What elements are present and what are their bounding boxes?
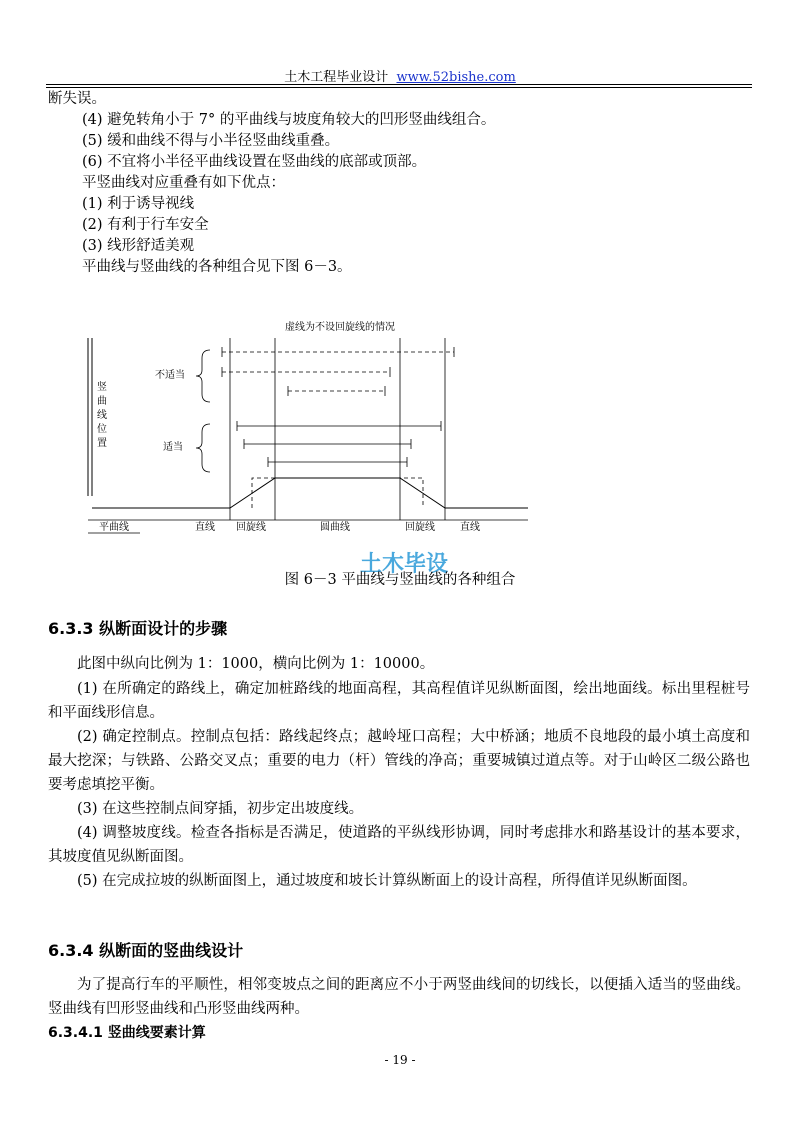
brace-suitable: [196, 424, 210, 472]
paragraph-step-5: (5) 在完成拉坡的纵断面图上，通过坡度和坡长计算纵断面上的设计高程，所得值详见纵断面图。: [77, 873, 697, 889]
figure-caption: 图 6－3 平曲线与竖曲线的各种组合: [284, 572, 516, 588]
unsuitable-cases: [222, 347, 454, 396]
flat-curve-with-spiral: [92, 478, 528, 508]
paragraph-vertical-curve-intro: 为了提高行车的平顺性，相邻变坡点之间的距离应不小于两竖曲线间的切线长，以便插入适当的竖曲线。竖曲线有凹形竖曲线和凸形竖曲线两种。: [48, 977, 750, 1017]
text-line-continuation: 断失误。: [48, 91, 106, 107]
side-label-char: 线: [97, 410, 107, 421]
paragraph-step-4: (4) 调整坡度线。检查各指标是否满足，使道路的平纵线形协调，同时考虑排水和路基设计的基本要求，其坡度值见纵断面图。: [48, 825, 750, 865]
side-label-char: 置: [97, 438, 107, 449]
list-item-5: (5) 缓和曲线不得与小半径竖曲线重叠。: [82, 133, 340, 149]
bottom-label-spiral: 回旋线: [236, 522, 266, 533]
header-rule-bottom: [46, 87, 752, 88]
advantages-title: 平竖曲线对应重叠有如下优点：: [82, 175, 285, 191]
page-header: [0, 66, 800, 85]
label-suitable: 适当: [163, 442, 183, 453]
subsection-title-6341: 6.3.4.1 竖曲线要素计算: [48, 1025, 206, 1041]
brace-unsuitable: [196, 350, 210, 402]
header-title: 土木工程毕业设计: [284, 70, 389, 85]
figure-reference: 平曲线与竖曲线的各种组合见下图 6－3。: [82, 259, 352, 275]
bottom-label-flat-curve: 平曲线: [99, 522, 129, 533]
side-label-char: 曲: [97, 396, 107, 407]
page-number: - 19 -: [384, 1053, 416, 1067]
label-unsuitable: 不适当: [155, 370, 185, 381]
list-item-6: (6) 不宜将小半径平曲线设置在竖曲线的底部或顶部。: [82, 154, 427, 170]
advantage-2: (2) 有利于行车安全: [82, 217, 209, 233]
bottom-label-straight: 直线: [460, 522, 480, 533]
side-label-char: 竖: [97, 382, 107, 393]
bottom-label-spiral: 回旋线: [405, 522, 435, 533]
watermark-text: 土木毕设: [360, 552, 449, 577]
suitable-cases: [237, 421, 441, 467]
section-title-633: 6.3.3 纵断面设计的步骤: [48, 619, 228, 638]
paragraph-scale: 此图中纵向比例为 1：1000，横向比例为 1：10000。: [77, 656, 435, 672]
section-title-634: 6.3.4 纵断面的竖曲线设计: [48, 941, 244, 960]
paragraph-step-2: (2) 确定控制点。控制点包括：路线起终点；越岭垭口高程；大中桥涵；地质不良地段的最小填土高度和最大挖深；与铁路、公路交叉点；重要的电力（杆）管线的净高；重要城镇过道点等。对于山岭区二级公路也要考虑填挖平衡。: [48, 729, 750, 793]
advantage-3: (3) 线形舒适美观: [82, 238, 195, 254]
advantage-1: (1) 利于诱导视线: [82, 196, 195, 212]
paragraph-step-3: (3) 在这些控制点间穿插，初步定出坡度线。: [77, 801, 364, 817]
side-label-char: 位: [97, 424, 107, 435]
bottom-label-circular-curve: 圆曲线: [320, 522, 350, 533]
paragraph-step-1: (1) 在所确定的路线上，确定加桩路线的地面高程，其高程值详见纵断面图，绘出地面线。标出里程桩号和平面线形信息。: [48, 681, 750, 721]
header-rule-top: [46, 84, 752, 85]
curve-combination-figure: [0, 310, 800, 545]
list-item-4: (4) 避免转角小于 7° 的平曲线与坡度角较大的凹形竖曲线组合。: [82, 112, 496, 128]
flat-curve-without-spiral: [252, 478, 423, 508]
header-url-link[interactable]: www.52bishe.com: [396, 70, 516, 85]
figure-top-note: 虚线为不设回旋线的情况: [285, 322, 395, 333]
bottom-label-straight: 直线: [195, 522, 215, 533]
